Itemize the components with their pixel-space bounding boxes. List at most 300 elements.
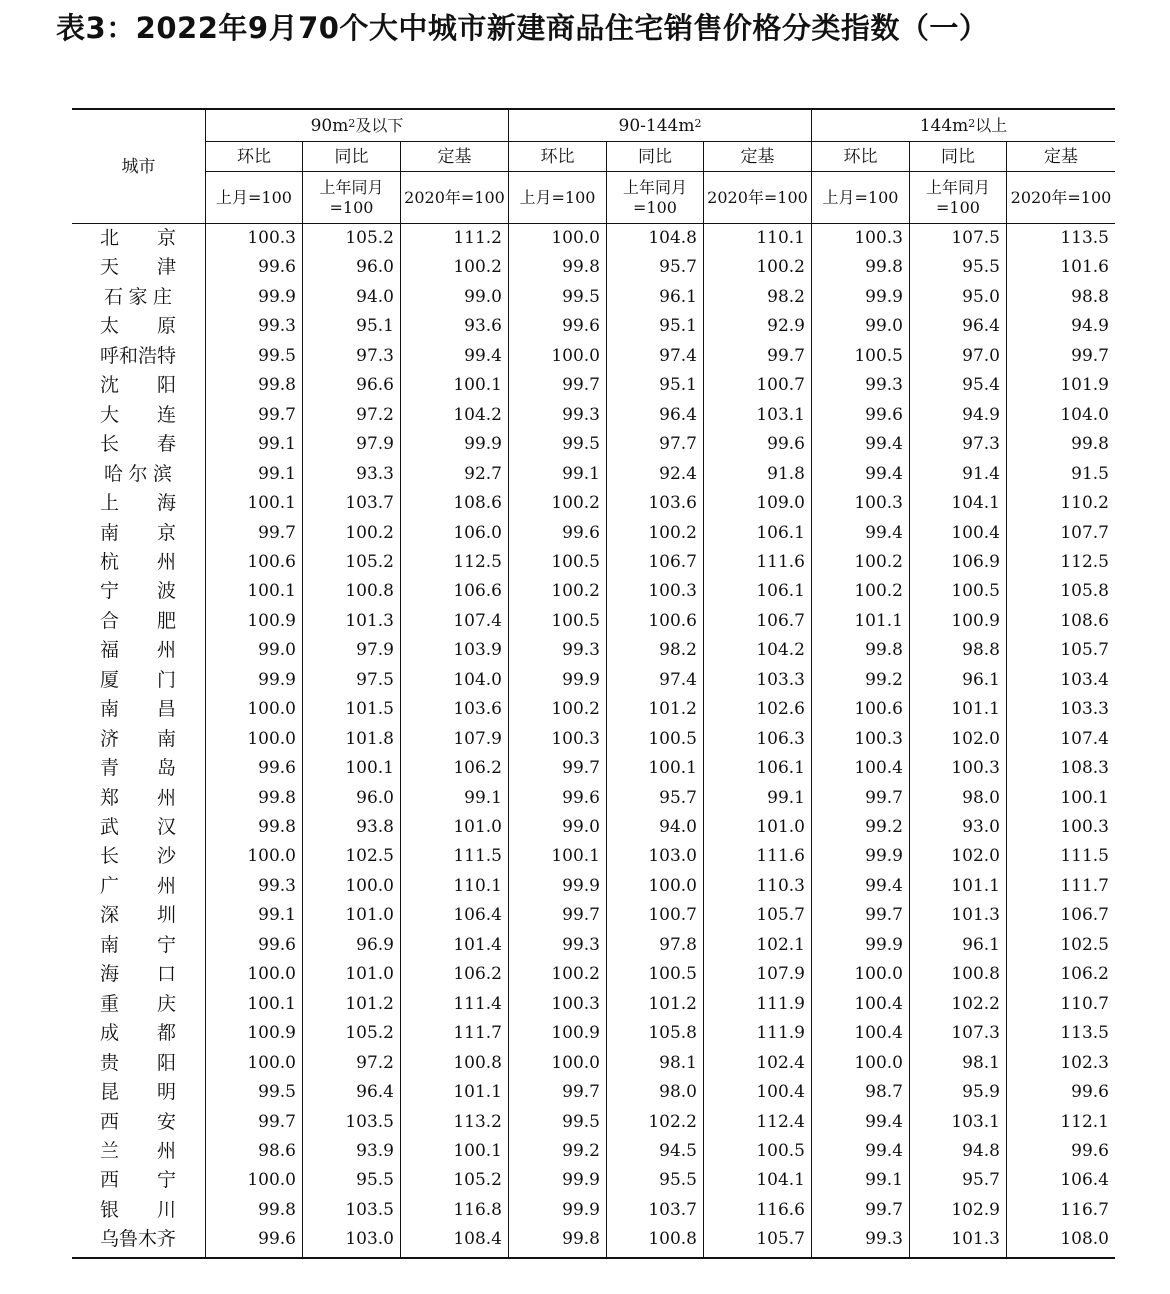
city-char: 厦 bbox=[100, 668, 120, 691]
value-fixed: 100.8 bbox=[453, 1052, 502, 1073]
value-yoy: 97.9 bbox=[356, 434, 394, 455]
group-header-medium: 90-144m $^2$ bbox=[618, 115, 702, 136]
value-fixed: 107.4 bbox=[453, 610, 502, 631]
value-fixed: 105.7 bbox=[756, 905, 805, 926]
value-yoy: 102.2 bbox=[648, 1111, 697, 1132]
value-fixed: 92.9 bbox=[767, 316, 805, 337]
value-mom: 100.0 bbox=[551, 228, 600, 248]
value-mom: 99.3 bbox=[865, 375, 903, 396]
city-char: 安 bbox=[156, 1110, 176, 1133]
value-yoy: 97.2 bbox=[356, 1052, 394, 1073]
value-mom: 100.9 bbox=[247, 1023, 296, 1044]
value-fixed: 98.2 bbox=[767, 286, 805, 307]
city-char: 川 bbox=[156, 1198, 176, 1221]
value-fixed: 103.4 bbox=[1060, 669, 1109, 690]
city-char: 贵 bbox=[100, 1051, 120, 1074]
value-mom: 100.2 bbox=[551, 581, 600, 602]
value-yoy: 94.0 bbox=[659, 817, 697, 837]
value-fixed: 101.0 bbox=[756, 817, 805, 837]
value-mom: 100.3 bbox=[551, 728, 600, 749]
value-mom: 99.6 bbox=[258, 758, 296, 779]
value-fixed: 102.4 bbox=[756, 1052, 805, 1073]
value-mom: 100.5 bbox=[854, 345, 903, 366]
value-fixed: 99.7 bbox=[767, 345, 805, 366]
value-mom: 99.5 bbox=[562, 1111, 600, 1132]
subheader-fixed: 定基 bbox=[740, 146, 775, 167]
value-fixed: 107.4 bbox=[1060, 728, 1109, 749]
value-yoy: 98.0 bbox=[962, 787, 1000, 808]
base-yoy bbox=[607, 172, 703, 223]
city-char: 昆 bbox=[100, 1081, 120, 1104]
city-char: 成 bbox=[100, 1022, 120, 1045]
value-yoy: 95.7 bbox=[659, 257, 697, 278]
value-yoy: 97.7 bbox=[659, 434, 697, 455]
city-char: 长 bbox=[100, 845, 120, 868]
value-mom: 100.4 bbox=[854, 758, 903, 779]
value-yoy: 103.1 bbox=[951, 1111, 1000, 1132]
value-yoy: 98.2 bbox=[659, 640, 697, 661]
city-name bbox=[100, 931, 176, 961]
value-fixed: 110.7 bbox=[1060, 993, 1109, 1014]
value-mom: 100.2 bbox=[854, 581, 903, 602]
value-yoy: 93.3 bbox=[356, 463, 394, 484]
value-yoy: 100.4 bbox=[951, 522, 1000, 543]
city-name bbox=[100, 754, 176, 784]
value-fixed: 111.5 bbox=[453, 846, 502, 867]
value-yoy: 95.7 bbox=[659, 787, 697, 808]
value-mom: 99.9 bbox=[258, 286, 296, 307]
city-name bbox=[100, 725, 176, 755]
value-yoy: 102.5 bbox=[345, 846, 394, 867]
value-fixed: 103.6 bbox=[453, 699, 502, 720]
value-yoy: 100.2 bbox=[345, 522, 394, 543]
base-yoy-line2: =100 bbox=[936, 197, 980, 217]
value-mom: 99.9 bbox=[865, 934, 903, 955]
city-char: 汉 bbox=[156, 816, 176, 838]
value-fixed: 93.6 bbox=[464, 316, 502, 337]
value-yoy: 106.9 bbox=[951, 551, 1000, 572]
value-yoy: 103.5 bbox=[345, 1111, 394, 1132]
city-char: 济 bbox=[100, 727, 120, 750]
city-char: 圳 bbox=[156, 904, 176, 927]
base-yoy bbox=[303, 172, 400, 223]
city-char: 长 bbox=[100, 433, 120, 456]
value-yoy: 104.8 bbox=[648, 228, 697, 248]
value-mom: 100.5 bbox=[551, 551, 600, 572]
city-name bbox=[100, 842, 176, 872]
city-name bbox=[100, 1225, 176, 1255]
value-mom: 98.7 bbox=[865, 1082, 903, 1103]
value-fixed: 99.1 bbox=[767, 787, 805, 808]
value-fixed: 104.0 bbox=[1060, 404, 1109, 425]
city-char: 宁 bbox=[100, 580, 120, 603]
value-yoy: 101.3 bbox=[951, 905, 1000, 926]
value-mom: 99.6 bbox=[258, 257, 296, 278]
value-yoy: 102.9 bbox=[951, 1199, 1000, 1220]
value-yoy: 100.8 bbox=[951, 964, 1000, 985]
value-fixed: 103.3 bbox=[1060, 699, 1109, 720]
value-mom: 99.8 bbox=[562, 257, 600, 278]
city-name bbox=[100, 813, 176, 843]
value-yoy: 103.0 bbox=[345, 1229, 394, 1250]
value-mom: 99.1 bbox=[258, 905, 296, 926]
value-yoy: 102.0 bbox=[951, 846, 1000, 867]
city-char: 合 bbox=[100, 609, 120, 632]
value-yoy: 101.1 bbox=[951, 699, 1000, 720]
value-yoy: 100.3 bbox=[648, 581, 697, 602]
value-fixed: 104.0 bbox=[453, 669, 502, 690]
value-yoy: 101.2 bbox=[648, 699, 697, 720]
value-mom: 99.6 bbox=[562, 787, 600, 808]
value-fixed: 106.4 bbox=[1060, 1170, 1109, 1191]
city-char: 州 bbox=[156, 550, 176, 573]
value-mom: 100.3 bbox=[854, 728, 903, 749]
value-mom: 100.5 bbox=[551, 610, 600, 631]
value-yoy: 100.0 bbox=[648, 875, 697, 896]
value-mom: 99.6 bbox=[562, 316, 600, 337]
city-char: 杭 bbox=[100, 550, 120, 573]
value-fixed: 99.6 bbox=[1071, 1082, 1109, 1103]
base-yoy-line1: 上年同月 bbox=[925, 177, 990, 197]
city-char: 郑 bbox=[100, 786, 120, 809]
value-mom: 99.3 bbox=[865, 1229, 903, 1250]
value-yoy: 97.3 bbox=[356, 345, 394, 366]
value-mom: 99.0 bbox=[562, 817, 600, 837]
value-yoy: 95.0 bbox=[962, 286, 1000, 307]
value-fixed: 100.7 bbox=[756, 375, 805, 396]
city-char: 哈 bbox=[104, 462, 124, 485]
value-mom: 99.7 bbox=[562, 1082, 600, 1103]
value-yoy: 95.1 bbox=[659, 375, 697, 396]
city-char: 连 bbox=[156, 403, 176, 426]
value-fixed: 109.0 bbox=[756, 493, 805, 514]
value-mom: 100.0 bbox=[551, 1052, 600, 1073]
value-mom: 99.8 bbox=[865, 257, 903, 278]
value-mom: 99.8 bbox=[258, 375, 296, 396]
value-fixed: 106.6 bbox=[453, 581, 502, 602]
value-fixed: 106.2 bbox=[1060, 964, 1109, 985]
value-mom: 100.2 bbox=[551, 964, 600, 985]
value-mom: 99.6 bbox=[258, 934, 296, 955]
value-fixed: 102.3 bbox=[1060, 1052, 1109, 1073]
city-char: 南 bbox=[156, 727, 176, 750]
city-char: 石 bbox=[104, 285, 124, 308]
city-char: 南 bbox=[100, 933, 120, 956]
value-mom: 99.7 bbox=[258, 1111, 296, 1132]
price-index-table bbox=[72, 108, 1115, 1260]
value-fixed: 106.1 bbox=[756, 758, 805, 779]
city-name bbox=[100, 872, 176, 902]
city-char: 大 bbox=[100, 403, 120, 426]
city-char: 都 bbox=[156, 1022, 176, 1045]
city-char: 浩 bbox=[138, 344, 158, 367]
city-char: 天 bbox=[100, 256, 120, 279]
base-yoy-line2: =100 bbox=[633, 197, 677, 217]
value-yoy: 94.0 bbox=[356, 286, 394, 307]
city-name bbox=[100, 901, 176, 931]
value-yoy: 95.1 bbox=[659, 316, 697, 337]
group-header-small: 90m $^2$ 及以下 bbox=[310, 115, 404, 136]
value-fixed: 99.1 bbox=[464, 787, 502, 808]
value-mom: 99.9 bbox=[865, 286, 903, 307]
value-mom: 100.3 bbox=[854, 493, 903, 514]
city-char: 呼 bbox=[100, 344, 120, 367]
value-yoy: 100.5 bbox=[648, 728, 697, 749]
value-yoy: 100.3 bbox=[951, 758, 1000, 779]
value-fixed: 111.4 bbox=[453, 993, 502, 1014]
value-yoy: 100.7 bbox=[648, 905, 697, 926]
city-char: 太 bbox=[100, 315, 120, 338]
base-yoy-line1: 上年同月 bbox=[622, 177, 687, 197]
value-fixed: 111.7 bbox=[1060, 875, 1109, 896]
value-fixed: 108.0 bbox=[1060, 1229, 1109, 1250]
value-yoy: 101.5 bbox=[345, 699, 394, 720]
city-name bbox=[100, 460, 176, 490]
value-yoy: 93.8 bbox=[356, 817, 394, 837]
city-name bbox=[100, 666, 176, 696]
value-mom: 100.3 bbox=[551, 993, 600, 1014]
value-mom: 99.1 bbox=[562, 463, 600, 484]
subheader-yoy: 同比 bbox=[334, 146, 369, 167]
value-fixed: 100.1 bbox=[453, 375, 502, 396]
value-mom: 99.7 bbox=[562, 758, 600, 779]
value-yoy: 100.2 bbox=[648, 522, 697, 543]
value-mom: 100.0 bbox=[247, 846, 296, 867]
value-mom: 99.5 bbox=[562, 434, 600, 455]
city-char: 特 bbox=[157, 344, 177, 367]
value-mom: 100.0 bbox=[854, 964, 903, 985]
value-fixed: 99.6 bbox=[1071, 1140, 1109, 1161]
city-char: 齐 bbox=[157, 1228, 177, 1251]
value-mom: 99.8 bbox=[258, 787, 296, 808]
group-label-main: 144m bbox=[919, 115, 969, 136]
city-header: 城市 bbox=[121, 156, 156, 177]
value-yoy: 94.9 bbox=[962, 404, 1000, 425]
value-fixed: 106.0 bbox=[453, 522, 502, 543]
value-fixed: 101.9 bbox=[1060, 375, 1109, 396]
value-fixed: 110.1 bbox=[453, 875, 502, 896]
city-name bbox=[100, 371, 176, 401]
value-mom: 100.3 bbox=[247, 228, 296, 248]
value-mom: 100.1 bbox=[551, 846, 600, 867]
value-yoy: 100.6 bbox=[648, 610, 697, 631]
value-fixed: 107.7 bbox=[1060, 522, 1109, 543]
value-yoy: 105.2 bbox=[345, 1023, 394, 1044]
city-name bbox=[100, 283, 176, 313]
city-char: 上 bbox=[100, 492, 120, 515]
value-mom: 99.4 bbox=[865, 875, 903, 896]
value-mom: 100.1 bbox=[247, 993, 296, 1014]
value-yoy: 96.9 bbox=[356, 934, 394, 955]
city-name bbox=[100, 577, 176, 607]
subheader-yoy: 同比 bbox=[941, 146, 975, 167]
subheader-fixed: 定基 bbox=[437, 146, 472, 167]
value-mom: 100.3 bbox=[854, 228, 903, 248]
value-mom: 99.3 bbox=[258, 875, 296, 896]
city-char: 阳 bbox=[156, 374, 176, 397]
value-yoy: 101.3 bbox=[345, 610, 394, 631]
city-name bbox=[100, 784, 176, 814]
value-mom: 99.4 bbox=[865, 1111, 903, 1132]
value-mom: 99.5 bbox=[562, 286, 600, 307]
subheader-mom: 环比 bbox=[843, 146, 878, 167]
city-char: 州 bbox=[156, 786, 176, 809]
base-mom: 上月=100 bbox=[216, 187, 292, 207]
value-mom: 99.1 bbox=[258, 434, 296, 455]
value-fixed: 105.2 bbox=[453, 1170, 502, 1191]
city-char: 口 bbox=[156, 963, 176, 986]
value-yoy: 92.4 bbox=[659, 463, 697, 484]
value-mom: 99.5 bbox=[258, 345, 296, 366]
city-char: 海 bbox=[156, 492, 176, 515]
value-fixed: 91.8 bbox=[767, 463, 805, 484]
value-mom: 99.4 bbox=[865, 522, 903, 543]
value-fixed: 106.2 bbox=[453, 964, 502, 985]
city-char: 青 bbox=[100, 757, 120, 780]
value-fixed: 116.8 bbox=[453, 1199, 502, 1220]
value-mom: 98.6 bbox=[258, 1140, 296, 1161]
city-char: 京 bbox=[156, 227, 176, 249]
value-fixed: 103.1 bbox=[756, 404, 805, 425]
value-yoy: 96.1 bbox=[962, 934, 1000, 955]
value-fixed: 113.2 bbox=[453, 1111, 502, 1132]
value-mom: 100.6 bbox=[854, 699, 903, 720]
value-mom: 100.6 bbox=[247, 551, 296, 572]
subheader-yoy: 同比 bbox=[638, 146, 672, 167]
city-name bbox=[100, 224, 176, 254]
city-char: 门 bbox=[156, 668, 176, 691]
city-char: 西 bbox=[100, 1110, 120, 1133]
value-fixed: 108.6 bbox=[453, 493, 502, 514]
value-yoy: 100.9 bbox=[951, 610, 1000, 631]
value-yoy: 103.6 bbox=[648, 493, 697, 514]
value-mom: 99.8 bbox=[865, 640, 903, 661]
value-mom: 99.3 bbox=[562, 934, 600, 955]
subheader-mom: 环比 bbox=[237, 146, 271, 167]
value-fixed: 112.5 bbox=[453, 551, 502, 572]
value-fixed: 102.6 bbox=[756, 699, 805, 720]
city-name bbox=[100, 1137, 176, 1167]
value-yoy: 100.8 bbox=[648, 1229, 697, 1250]
value-fixed: 111.5 bbox=[1060, 846, 1109, 867]
value-fixed: 91.5 bbox=[1071, 463, 1109, 484]
city-char: 昌 bbox=[156, 698, 176, 721]
value-mom: 100.2 bbox=[854, 551, 903, 572]
value-mom: 99.9 bbox=[562, 669, 600, 690]
city-char: 州 bbox=[156, 1139, 176, 1162]
value-yoy: 105.2 bbox=[345, 551, 394, 572]
value-mom: 100.2 bbox=[551, 699, 600, 720]
value-yoy: 97.8 bbox=[659, 934, 697, 955]
value-yoy: 97.4 bbox=[659, 669, 697, 690]
value-mom: 100.0 bbox=[247, 964, 296, 985]
value-mom: 99.3 bbox=[562, 404, 600, 425]
value-mom: 101.1 bbox=[854, 610, 903, 631]
value-mom: 99.3 bbox=[562, 640, 600, 661]
value-mom: 100.9 bbox=[247, 610, 296, 631]
value-yoy: 94.5 bbox=[659, 1140, 697, 1161]
value-fixed: 112.4 bbox=[756, 1111, 805, 1132]
value-fixed: 102.1 bbox=[756, 934, 805, 955]
value-fixed: 100.5 bbox=[756, 1140, 805, 1161]
base-fixed: 2020年=100 bbox=[707, 187, 808, 207]
value-fixed: 106.4 bbox=[453, 905, 502, 926]
value-mom: 100.2 bbox=[551, 493, 600, 514]
value-fixed: 111.6 bbox=[756, 846, 805, 867]
value-fixed: 98.8 bbox=[1071, 286, 1109, 307]
value-fixed: 105.7 bbox=[756, 1229, 805, 1250]
city-char: 银 bbox=[100, 1198, 120, 1221]
city-name bbox=[100, 1078, 176, 1108]
value-fixed: 107.9 bbox=[453, 728, 502, 749]
value-fixed: 99.7 bbox=[1071, 345, 1109, 366]
city-char: 宁 bbox=[156, 1169, 176, 1192]
value-fixed: 94.9 bbox=[1071, 316, 1109, 337]
city-char: 州 bbox=[156, 639, 176, 662]
value-fixed: 113.5 bbox=[1060, 1023, 1109, 1044]
value-mom: 99.2 bbox=[865, 817, 903, 837]
value-yoy: 95.5 bbox=[659, 1170, 697, 1191]
city-char: 原 bbox=[156, 315, 176, 338]
value-fixed: 104.1 bbox=[756, 1170, 805, 1191]
city-name bbox=[100, 312, 176, 342]
value-fixed: 106.1 bbox=[756, 522, 805, 543]
value-yoy: 97.0 bbox=[962, 345, 1000, 366]
value-mom: 99.7 bbox=[865, 905, 903, 926]
city-name bbox=[100, 401, 176, 431]
city-char: 沙 bbox=[156, 845, 176, 868]
value-yoy: 96.4 bbox=[659, 404, 697, 425]
city-name bbox=[100, 1019, 176, 1049]
value-yoy: 95.5 bbox=[356, 1170, 394, 1191]
value-yoy: 96.6 bbox=[356, 375, 394, 396]
city-name bbox=[100, 253, 176, 283]
value-mom: 99.2 bbox=[562, 1140, 600, 1161]
city-char: 春 bbox=[156, 433, 176, 456]
city-char: 京 bbox=[156, 521, 176, 544]
value-fixed: 102.5 bbox=[1060, 934, 1109, 955]
city-name bbox=[100, 430, 176, 460]
subheader-mom: 环比 bbox=[540, 146, 575, 167]
city-char: 广 bbox=[100, 874, 120, 897]
value-fixed: 110.2 bbox=[1060, 493, 1109, 514]
city-name bbox=[100, 1049, 176, 1079]
value-mom: 100.4 bbox=[854, 993, 903, 1014]
value-fixed: 100.4 bbox=[756, 1082, 805, 1103]
value-yoy: 95.9 bbox=[962, 1082, 1000, 1103]
value-mom: 100.0 bbox=[247, 1170, 296, 1191]
value-yoy: 106.7 bbox=[648, 551, 697, 572]
value-yoy: 100.1 bbox=[648, 758, 697, 779]
group-label-tail: 及以下 bbox=[355, 115, 404, 135]
value-yoy: 98.8 bbox=[962, 640, 1000, 661]
city-name bbox=[100, 548, 176, 578]
value-yoy: 101.3 bbox=[951, 1229, 1000, 1250]
value-yoy: 95.1 bbox=[356, 316, 394, 337]
city-char: 和 bbox=[119, 344, 139, 367]
value-fixed: 99.9 bbox=[464, 434, 502, 455]
value-mom: 100.0 bbox=[247, 728, 296, 749]
value-mom: 99.7 bbox=[258, 522, 296, 543]
bottom-rule bbox=[72, 1257, 1115, 1259]
value-yoy: 101.1 bbox=[951, 875, 1000, 896]
value-yoy: 91.4 bbox=[962, 463, 1000, 484]
value-fixed: 101.4 bbox=[453, 934, 502, 955]
value-fixed: 112.1 bbox=[1060, 1111, 1109, 1132]
value-mom: 99.7 bbox=[562, 905, 600, 926]
value-yoy: 97.9 bbox=[356, 640, 394, 661]
value-mom: 100.1 bbox=[247, 581, 296, 602]
